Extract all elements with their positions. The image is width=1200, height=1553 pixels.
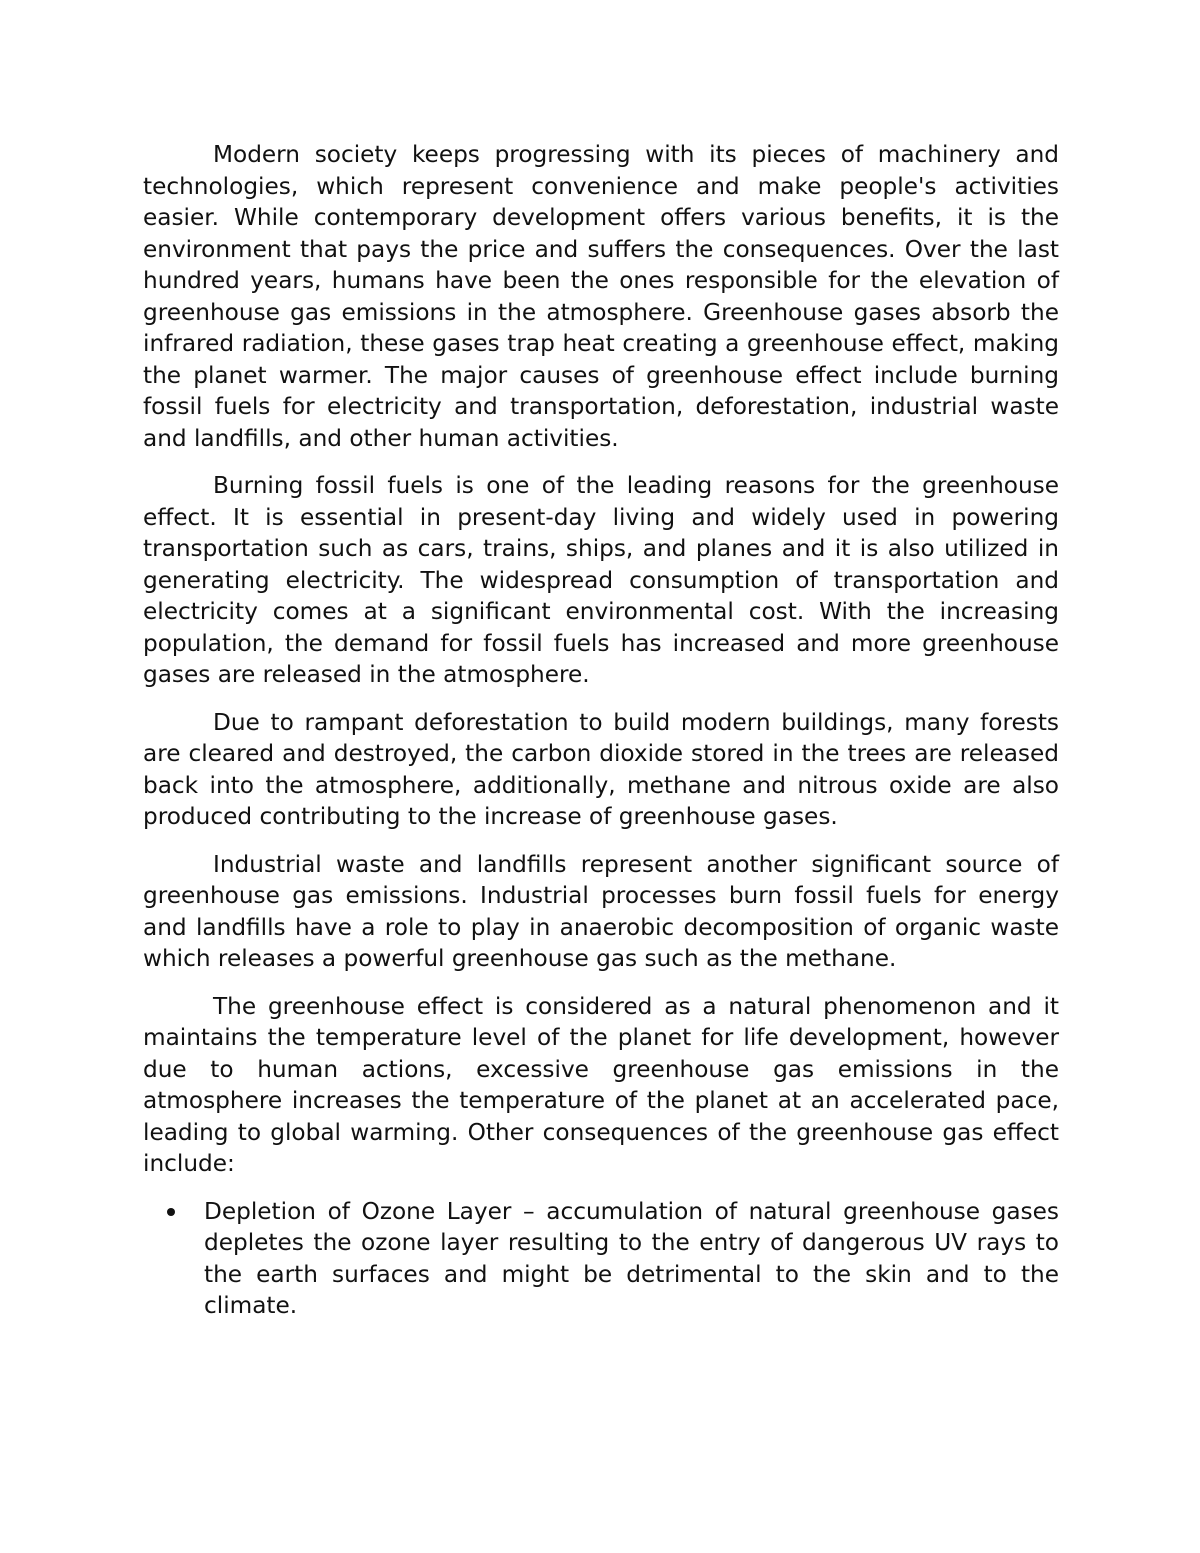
paragraph-intro: Modern society keeps progressing with its pieces of machinery and technologies, which represent convenience and make people's activities easier. While contemporary development offers various benefits, it is the environment that pays the price and suffers the consequences. Over the last hundred years, humans have been the ones responsible for the elevation of greenhouse gas emissions in the atmosphere. Greenhouse gases absorb the infrared radiation, these gases trap heat creating a greenhouse effect, making the planet warmer. The major causes of greenhouse effect include burning fossil fuels for electricity and transportation, deforestation, industrial waste and landfills, and other human activities. — [143, 141, 1059, 452]
paragraph-fossil-fuels: Burning fossil fuels is one of the leading reasons for the greenhouse effect. It is essential in present-day living and widely used in powering transportation such as cars, trains, ships, and planes and it is also utilized in generating electricity. The widespread consumption of transportation and electricity comes at a significant environmental cost. With the increasing population, the demand for fossil fuels has increased and more greenhouse gases are released in the atmosphere. — [143, 472, 1059, 688]
consequences-list — [143, 1196, 1059, 1322]
list-item — [204, 1196, 1059, 1322]
bullet-icon — [167, 1208, 175, 1216]
paragraph-consequences: The greenhouse effect is considered as a natural phenomenon and it maintains the temperature level of the planet for life development, however due to human actions, excessive greenhouse gas emissions in the atmosphere increases the temperature of the planet at an accelerated pace, leading to global warming. Other consequences of the greenhouse gas effect include: — [143, 992, 1059, 1177]
list-item-text: Depletion of Ozone Layer – accumulation of natural greenhouse gases depletes the ozone layer resulting to the entry of dangerous UV rays to the earth surfaces and might be detrimental to the skin and to the climate. — [204, 1197, 1059, 1319]
paragraph-industrial-waste: Industrial waste and landfills represent another significant source of greenhouse gas emissions. Industrial processes burn fossil fuels for energy and landfills have a role to play in anaerobic decomposition of organic waste which releases a powerful greenhouse gas such as the methane. — [143, 850, 1059, 972]
paragraph-deforestation: Due to rampant deforestation to build modern buildings, many forests are cleared and destroyed, the carbon dioxide stored in the trees are released back into the atmosphere, additionally, methane and nitrous oxide are also produced contributing to the increase of greenhouse gases. — [143, 708, 1059, 830]
document-page — [143, 139, 1059, 1322]
